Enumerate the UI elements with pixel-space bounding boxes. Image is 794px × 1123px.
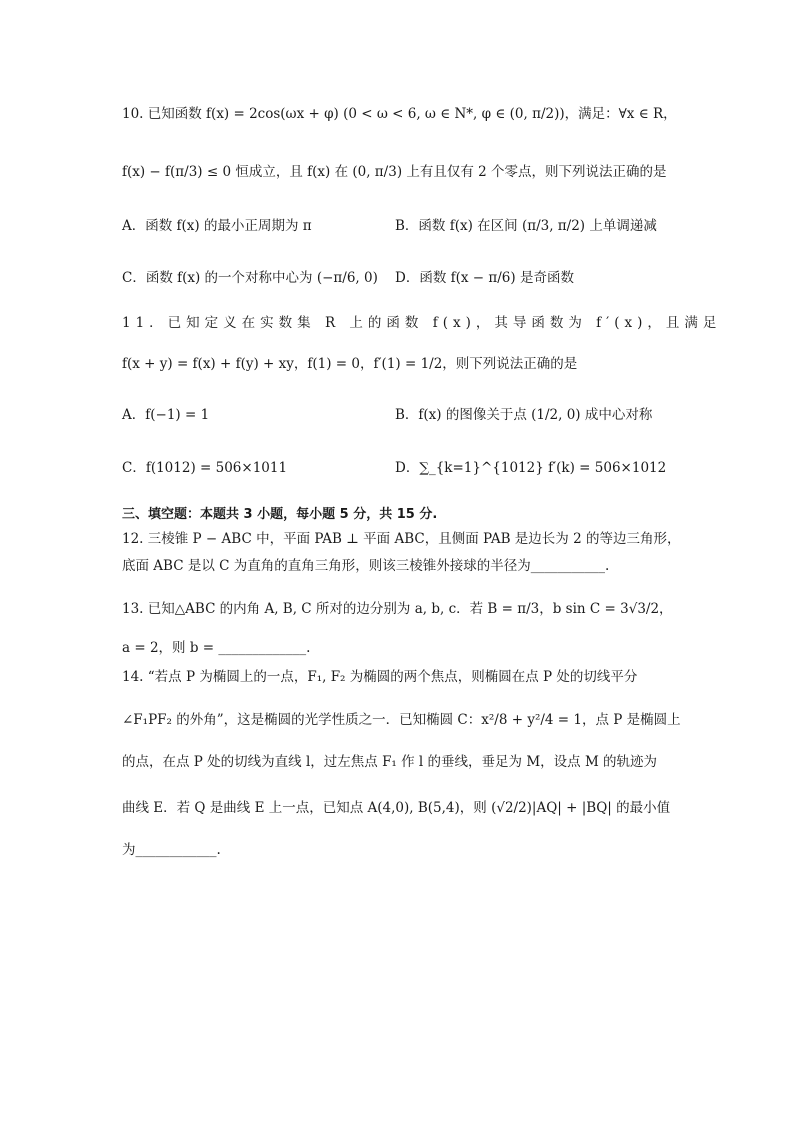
q13-stem-line2: a = 2，则 b = _____________. bbox=[122, 640, 311, 656]
q10-option-a: A．函数 f(x) 的最小正周期为 π bbox=[122, 218, 312, 234]
q14-stem-line3: 的点，在点 P 处的切线为直线 l，过左焦点 F₁ 作 l 的垂线，垂足为 M，设点 M 的轨迹为 bbox=[122, 754, 658, 770]
q12-stem-line2: 底面 ABC 是以 C 为直角的直角三角形，则该三棱锥外接球的半径为___________. bbox=[122, 558, 610, 574]
q11-option-c: C．f(1012) = 506×1011 bbox=[122, 460, 288, 476]
q12-stem-line1: 12. 三棱锥 P − ABC 中，平面 PAB ⊥ 平面 ABC，且侧面 PAB 是边长为 2 的等边三角形， bbox=[122, 531, 681, 547]
q11-stem-line2: f(x + y) = f(x) + f(y) + xy，f(1) = 0，f′(1) = 1/2，则下列说法正确的是 bbox=[122, 356, 578, 372]
section-heading-fill-in: 三、填空题：本题共 3 小题，每小题 5 分，共 15 分. bbox=[122, 507, 438, 522]
q14-stem-line2: ∠F₁PF₂ 的外角”，这是椭圆的光学性质之一．已知椭圆 C：x²/8 + y²/4 = 1，点 P 是椭圆上 bbox=[122, 712, 681, 728]
q10-option-d: D．函数 f(x − π/6) 是奇函数 bbox=[395, 270, 574, 286]
q14-stem-line1: 14. “若点 P 为椭圆上的一点，F₁, F₂ 为椭圆的两个焦点，则椭圆在点 P 处的切线平分 bbox=[122, 669, 638, 685]
q14-stem-line5: 为____________. bbox=[122, 842, 221, 858]
q11-option-d: D．∑_{k=1}^{1012} f′(k) = 506×1012 bbox=[395, 460, 667, 476]
q11-stem-line1: 11．已知定义在实数集 R 上的函数 f(x)，其导函数为 f′(x)，且满足 bbox=[122, 315, 722, 331]
q11-option-a: A．f(−1) = 1 bbox=[122, 407, 210, 423]
q10-option-b: B．函数 f(x) 在区间 (π/3, π/2) 上单调递减 bbox=[395, 218, 657, 234]
q10-stem-line1: 10. 已知函数 f(x) = 2cos(ωx + φ) (0 < ω < 6, ω ∈ N*, φ ∈ (0, π/2))，满足：∀x ∈ R， bbox=[122, 106, 677, 122]
q11-option-b: B．f(x) 的图像关于点 (1/2, 0) 成中心对称 bbox=[395, 407, 653, 423]
q13-stem-line1: 13. 已知△ABC 的内角 A, B, C 所对的边分别为 a, b, c．若 B = π/3，b sin C = 3√3/2， bbox=[122, 601, 673, 617]
q14-stem-line4: 曲线 E．若 Q 是曲线 E 上一点，已知点 A(4,0), B(5,4)，则 (√2/2)|AQ| + |BQ| 的最小值 bbox=[122, 800, 671, 816]
q10-option-c: C．函数 f(x) 的一个对称中心为 (−π/6, 0) bbox=[122, 270, 378, 286]
q10-stem-line2: f(x) − f(π/3) ≤ 0 恒成立，且 f(x) 在 (0, π/3) 上有且仅有 2 个零点，则下列说法正确的是 bbox=[122, 164, 667, 180]
